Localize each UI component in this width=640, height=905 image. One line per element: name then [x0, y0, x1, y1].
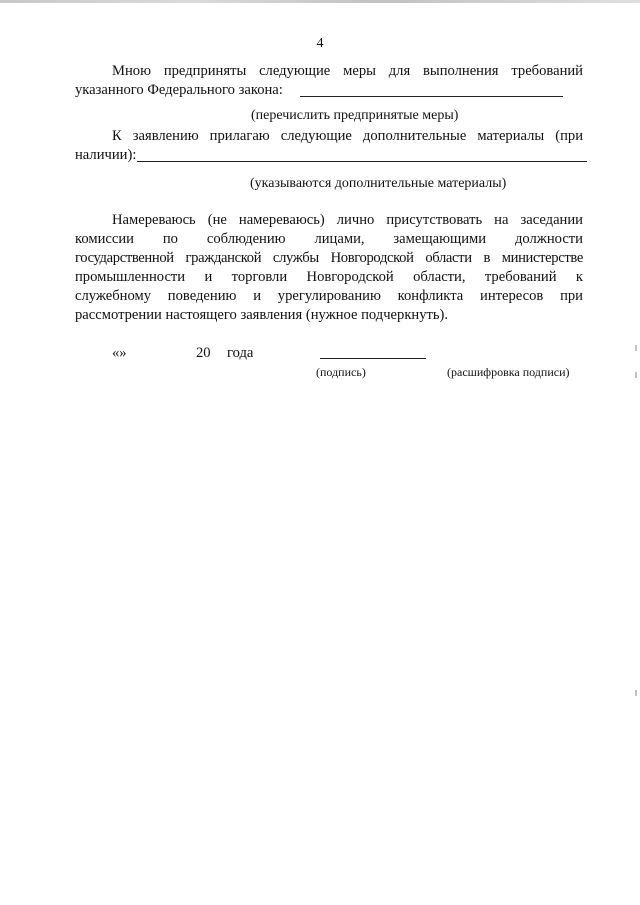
date-quotes: «»: [112, 345, 127, 361]
materials-hint: (указываются дополнительные материалы): [250, 176, 507, 191]
intention-line-5: служебному поведению и урегулированию конфликта интересов при: [75, 288, 583, 304]
decoding-hint: (расшифровка подписи): [447, 365, 570, 379]
signature-field[interactable]: [320, 358, 426, 359]
signature-hint: (подпись): [316, 365, 366, 379]
materials-line-1: К заявлению прилагаю следующие дополнительные материалы (при: [112, 128, 583, 144]
measures-field[interactable]: [300, 96, 563, 97]
measures-hint: (перечислить предпринятые меры): [251, 108, 459, 123]
intention-line-1: Намереваюсь (не намереваюсь) лично присутствовать на заседании: [112, 212, 583, 228]
intention-line-6: рассмотрении настоящего заявления (нужное подчеркнуть).: [75, 307, 449, 323]
measures-line-1: Мною предприняты следующие меры для выполнения требований: [112, 63, 583, 79]
year-prefix: 20: [196, 345, 211, 361]
year-word: года: [227, 345, 254, 361]
page-number: 4: [316, 36, 324, 51]
intention-line-4: промышленности и торговли Новгородской области, требований к: [75, 269, 583, 285]
intention-line-2: комиссии по соблюдению лицами, замещающими должности: [75, 231, 583, 247]
measures-line-2: указанного Федерального закона:: [75, 82, 283, 98]
intention-line-3: государственной гражданской службы Новгородской области в министерстве: [75, 250, 583, 266]
materials-line-2: наличии):: [75, 147, 137, 163]
materials-field[interactable]: [137, 161, 587, 162]
